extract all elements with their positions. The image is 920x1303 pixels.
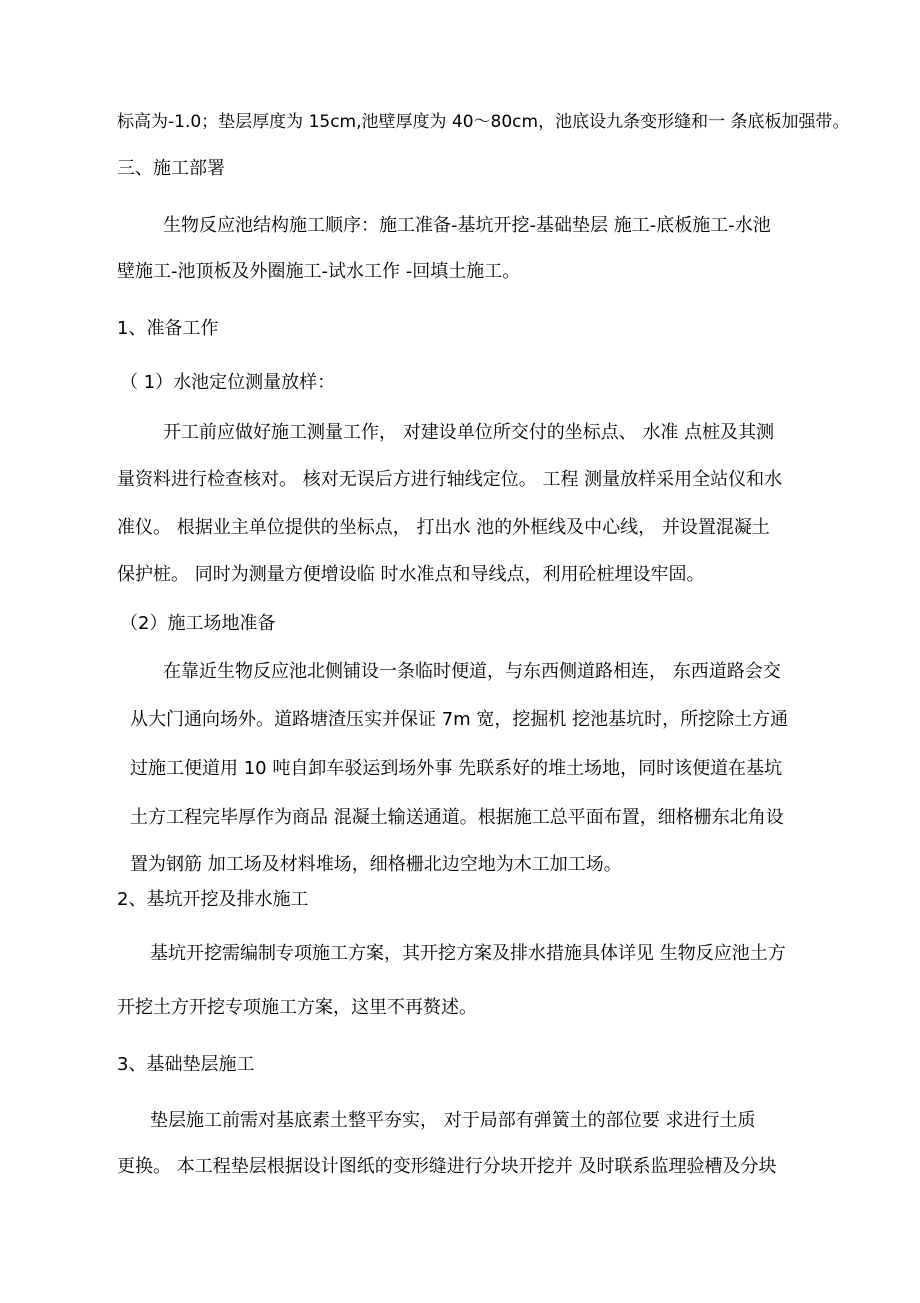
intro-line: 标高为-1.0；垫层厚度为 15cm,池壁厚度为 40～80cm，池底设九条变形缝和一 条底板加强带。 <box>117 112 850 132</box>
site-line-3: 过施工便道用 10 吨自卸车驳运到场外事 先联系好的堆土场地，同时该便道在基坑 <box>130 758 783 779</box>
survey-line-4: 保护桩。 同时为测量方便增设临 时水准点和导线点，利用砼桩埋设牢固。 <box>117 564 705 585</box>
survey-line-1: 开工前应做好施工测量工作， 对建设单位所交付的坐标点、 水准 点桩及其测 <box>163 422 775 443</box>
sub-heading-1: （ 1）水池定位测量放样： <box>120 372 336 393</box>
sequence-line-1: 生物反应池结构施工顺序：施工准备-基坑开挖-基础垫层 施工-底板施工-水池 <box>163 215 771 236</box>
site-line-5: 置为钢筋 加工场及材料堆场，细格栅北边空地为木工加工场。 <box>130 854 622 875</box>
heading-3: 3、基础垫层施工 <box>117 1054 255 1075</box>
site-line-4: 土方工程完毕厚作为商品 混凝土输送通道。根据施工总平面布置，细格栅东北角设 <box>130 807 784 828</box>
site-line-2: 从大门通向场外。道路塘渣压实并保证 7m 宽，挖掘机 挖池基坑时，所挖除土方通 <box>130 709 789 730</box>
survey-line-3: 准仪。 根据业主单位提供的坐标点， 打出水 池的外框线及中心线， 并设置混凝土 <box>117 517 770 538</box>
heading-2: 2、基坑开挖及排水施工 <box>117 889 309 910</box>
cushion-line-2: 更换。 本工程垫层根据设计图纸的变形缝进行分块开挖并 及时联系监理验槽及分块 <box>117 1156 777 1177</box>
sub-heading-2: （2）施工场地准备 <box>120 613 276 634</box>
sequence-line-2: 壁施工-池顶板及外圈施工-试水工作 -回填土施工。 <box>117 261 521 282</box>
excavation-line-2: 开挖土方开挖专项施工方案，这里不再赘述。 <box>117 997 477 1018</box>
excavation-line-1: 基坑开挖需编制专项施工方案，其开挖方案及排水措施具体详见 生物反应池土方 <box>150 943 786 964</box>
cushion-line-1: 垫层施工前需对基底素土整平夯实， 对于局部有弹簧土的部位要 求进行土质 <box>150 1110 756 1131</box>
heading-1: 1、准备工作 <box>117 318 219 339</box>
survey-line-2: 量资料进行检查核对。 核对无误后方进行轴线定位。 工程 测量放样采用全站仪和水 <box>117 469 783 490</box>
section-heading: 三、施工部署 <box>117 158 225 179</box>
site-line-1: 在靠近生物反应池北侧铺设一条临时便道，与东西侧道路相连， 东西道路会交 <box>163 661 781 682</box>
